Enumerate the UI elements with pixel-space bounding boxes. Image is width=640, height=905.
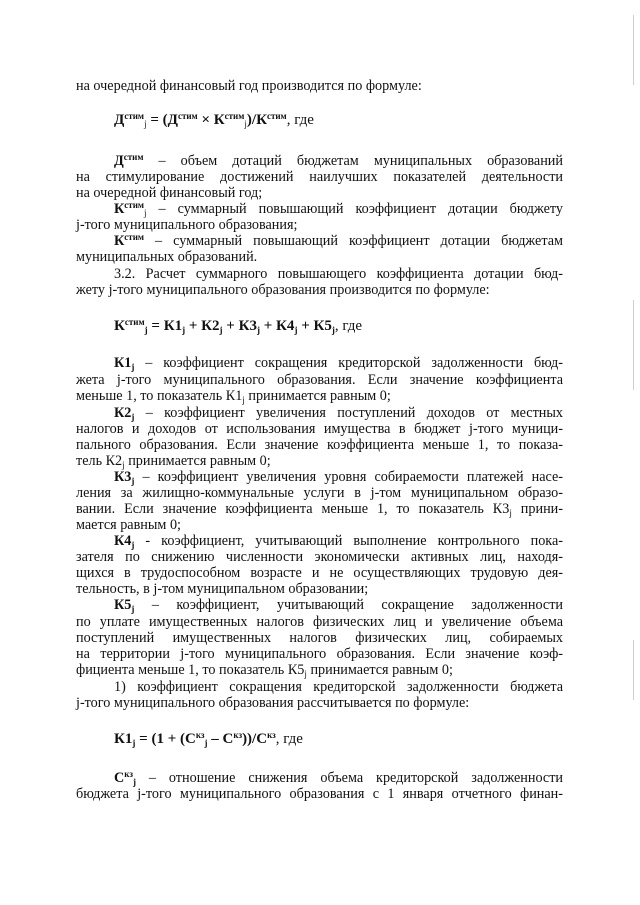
text-line: жета j-того муниципального образования. Если значение коэффициента xyxy=(76,372,563,388)
text-line: налогов и доходов от использования имущества в бюджет j-того муници- xyxy=(76,421,563,437)
text-line: j-того муниципального образования рассчитывается по формуле: xyxy=(76,695,470,711)
formula-dotation: $Д^{стим}_j = (Д^{стим} \times К^{стим}_j)/К^{стим}$, где xyxy=(114,111,314,129)
text-line: поступлений имущественных налогов физических лиц, собираемых xyxy=(76,630,563,646)
item-1: 1) коэффициент сокращения кредиторской задолженности бюджета xyxy=(114,679,563,695)
text-line: тель $К2_j$ принимается равным 0; xyxy=(76,453,271,470)
text-line: на территории j-того муниципального образования. Если значение коэф- xyxy=(76,646,563,662)
text-line: на очередной финансовый год производится по формуле: xyxy=(76,78,422,94)
text-line: щихся в трудоспособном возрасте и не осуществляющих трудовую дея- xyxy=(76,565,563,581)
text-line: пального образования. Если значение коэффициента меньше 1, то показа- xyxy=(76,437,563,453)
formula-total-coefficient: $К^{стим}_j = К1_j + К2_j + К3_j + К4_j + К5_j$, где xyxy=(114,317,363,335)
text-line: вании. Если значение коэффициента меньше 1, то показатель $К3_j$ прини- xyxy=(76,501,563,518)
definition-k3: $К3_j$ – коэффициент увеличения уровня собираемости платежей насе- xyxy=(114,469,563,486)
definition-k5: $К5_j$ – коэффициент, учитывающий сокращение задолженности xyxy=(114,597,563,614)
definition-k-stim: $К^{стим}$ – суммарный повышающий коэффициент дотации бюджетам xyxy=(114,232,563,249)
text-line: тельность, в j-том муниципальном образовании; xyxy=(76,581,369,597)
text-line: мается равным 0; xyxy=(76,517,181,533)
text-line: фициента меньше 1, то показатель $К5_j$ принимается равным 0; xyxy=(76,662,453,679)
text-line: ления за жилищно-коммунальные услуги в j-том муниципальном образо- xyxy=(76,485,563,501)
definition-k-stim-j: $К^{стим}_j$ – суммарный повышающий коэффициент дотации бюджету xyxy=(114,200,563,218)
text-line: зателя по снижению численности экономически активных лиц, находя- xyxy=(76,549,563,565)
section-heading-3-2: 3.2. Расчет суммарного повышающего коэффициента дотации бюд- xyxy=(114,266,563,282)
definition-s-kz: $С^{кз}_j$ – отношение снижения объема кредиторской задолженности xyxy=(114,769,563,787)
text-line: меньше 1, то показатель $К1_j$ принимается равным 0; xyxy=(76,388,391,405)
text-line: муниципальных образований. xyxy=(76,249,258,265)
definition-k1: $К1_j$ – коэффициент сокращения кредиторской задолженности бюд- xyxy=(114,355,563,372)
text-line: на стимулирование достижений наилучших показателей деятельности xyxy=(76,169,563,185)
text-line: жету j-того муниципального образования производится по формуле: xyxy=(76,282,490,298)
definition-d-stim: $Д^{стим}$ – объем дотаций бюджетам муниципальных образований xyxy=(114,152,563,169)
scan-edge-mark xyxy=(633,300,634,390)
scan-edge-mark xyxy=(633,640,634,700)
text-line: j-того муниципального образования; xyxy=(76,217,298,233)
text-line: по уплате имущественных налогов физических лиц и увеличение объема xyxy=(76,614,563,630)
definition-k2: $К2_j$ – коэффициент увеличения поступлений доходов от местных xyxy=(114,405,563,422)
definition-k4: $К4_j$ - коэффициент, учитывающий выполнение контрольного пока- xyxy=(114,533,563,550)
text-line: бюджета j-того муниципального образования с 1 января отчетного финан- xyxy=(76,786,563,802)
scan-edge-mark xyxy=(633,15,634,85)
text-line: на очередной финансовый год; xyxy=(76,185,263,201)
formula-k1: $К1_j = (1 + (С^{кз}_j - С^{кз}))/С^{кз}$, где xyxy=(114,730,303,748)
